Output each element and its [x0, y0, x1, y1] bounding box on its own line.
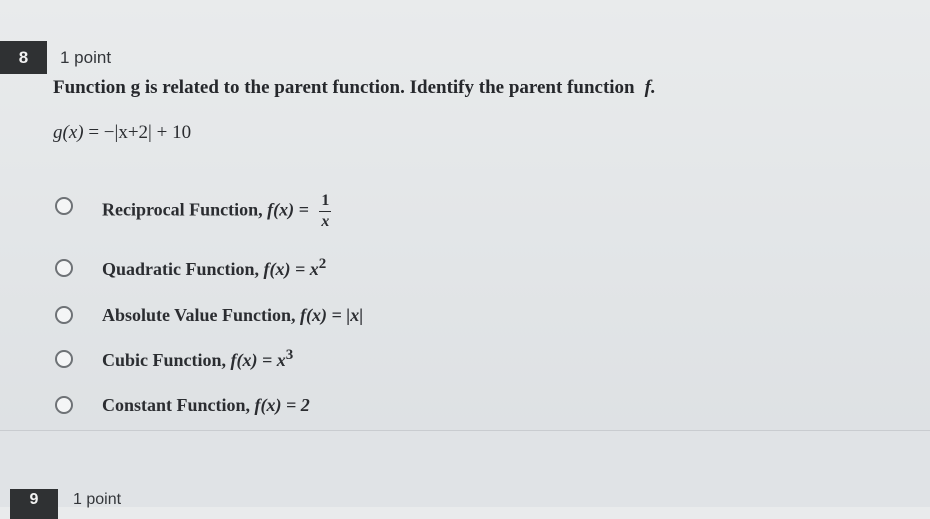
- question-prompt: [53, 77, 656, 99]
- option-exponent: 2: [318, 256, 327, 272]
- next-question-panel: [0, 431, 930, 507]
- option-formula: f(x) = x: [263, 259, 319, 279]
- fraction-numerator: 1: [319, 193, 331, 212]
- fraction: [319, 193, 331, 230]
- option-radio[interactable]: [55, 197, 73, 215]
- equation-lhs: g(x): [53, 122, 84, 143]
- option-reciprocal[interactable]: [55, 192, 330, 230]
- option-exponent: 3: [285, 347, 294, 363]
- option-label: Cubic Function,: [102, 350, 231, 370]
- question-points: 1 point: [60, 48, 112, 67]
- option-radio[interactable]: [55, 396, 73, 414]
- option-formula: f(x) = |x|: [300, 304, 364, 325]
- fraction-denominator: x: [321, 213, 330, 230]
- option-formula: f(x) =: [267, 199, 314, 220]
- option-label: Quadratic Function,: [102, 259, 264, 279]
- option-label: Constant Function,: [102, 394, 255, 415]
- option-cubic[interactable]: [55, 347, 294, 371]
- question-number: 8: [18, 47, 29, 67]
- option-radio[interactable]: [55, 350, 73, 368]
- option-radio[interactable]: [55, 306, 73, 324]
- option-text: [102, 347, 293, 371]
- prompt-function-var: f.: [644, 77, 656, 98]
- option-formula: f(x) = x: [230, 350, 286, 370]
- question-points: 1 point: [73, 491, 122, 508]
- option-quadratic[interactable]: [55, 256, 327, 280]
- option-constant[interactable]: [55, 393, 310, 417]
- question-number-badge: [10, 489, 58, 519]
- option-text: [102, 193, 331, 230]
- prompt-text: Function g is related to the parent function. Identify the parent function: [53, 77, 635, 98]
- option-absolute-value[interactable]: [55, 303, 364, 327]
- question-number-badge: [0, 41, 47, 74]
- option-radio[interactable]: [55, 259, 73, 277]
- equation-rhs: = −|x+2| + 10: [83, 122, 192, 143]
- option-text: [102, 256, 326, 280]
- option-label: Reciprocal Function,: [102, 199, 268, 220]
- given-equation: [53, 122, 191, 144]
- option-label: Absolute Value Function,: [102, 304, 301, 325]
- option-formula: f(x) = 2: [254, 394, 310, 415]
- option-text: [102, 395, 310, 416]
- question-number: 9: [29, 491, 39, 508]
- option-text: [102, 305, 363, 326]
